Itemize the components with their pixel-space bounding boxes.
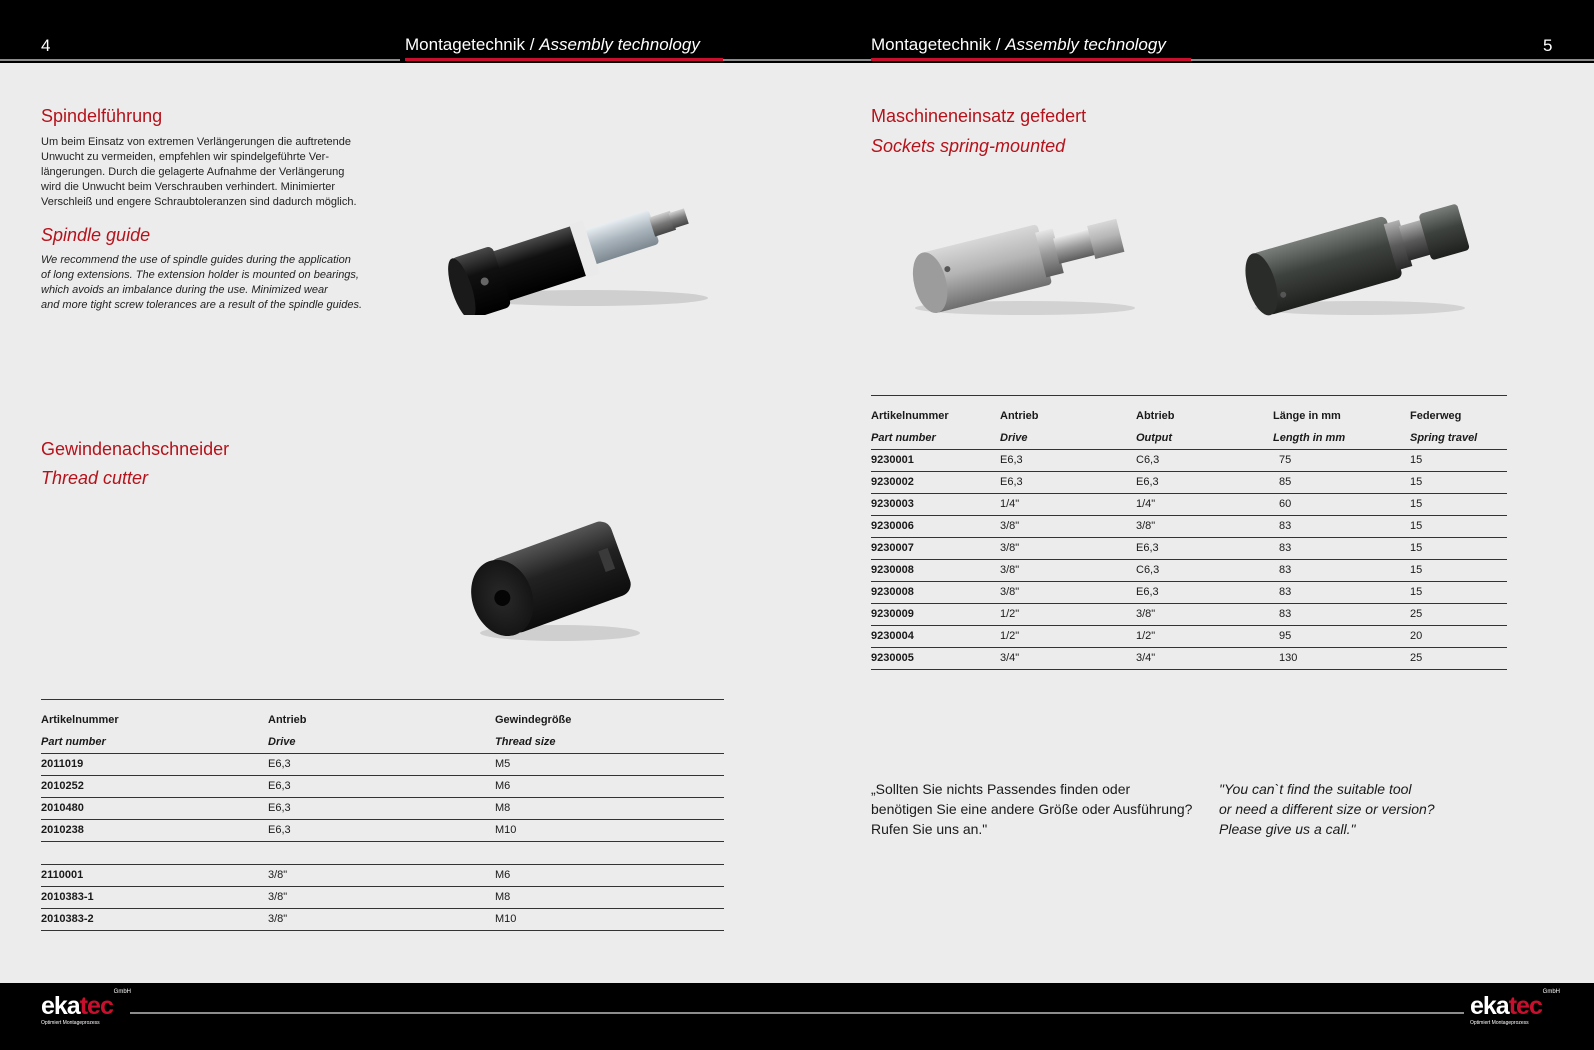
table-cell: Output bbox=[1136, 432, 1173, 444]
table-rule bbox=[871, 395, 1507, 396]
text-line: and more tight screw tolerances are a result of the spindle guides. bbox=[41, 299, 363, 311]
spindle-guide-image bbox=[438, 180, 738, 315]
table-row bbox=[41, 798, 724, 820]
table-cell: E6,3 bbox=[268, 758, 291, 770]
table-cell: Spring travel bbox=[1410, 432, 1478, 444]
table-cell: 2010383-2 bbox=[41, 913, 94, 925]
header-rule bbox=[0, 59, 400, 61]
header-title-en: Assembly technology bbox=[1005, 35, 1166, 54]
table-cell: Gewindegröße bbox=[495, 714, 572, 726]
table-cell: E6,3 bbox=[1000, 454, 1023, 466]
logo-tagline: Optimiert Montageprozess bbox=[1470, 1020, 1529, 1026]
text-line: Unwucht zu vermeiden, empfehlen wir spindelgeführte Ver- bbox=[41, 151, 329, 163]
table-row bbox=[41, 865, 724, 887]
table-cell: 9230002 bbox=[871, 476, 914, 488]
table-cell: 9230004 bbox=[871, 630, 914, 642]
table-cell: 9230006 bbox=[871, 520, 914, 532]
table-cell: 95 bbox=[1279, 630, 1292, 642]
text-line: Verschleiß und engere Schraubtoleranzen sind dadurch möglich. bbox=[41, 196, 357, 208]
header-title-en: Assembly technology bbox=[539, 35, 700, 54]
table-cell: 2110001 bbox=[41, 869, 84, 881]
header-title-de: Montagetechnik / bbox=[871, 35, 1001, 54]
table-cell: E6,3 bbox=[1136, 586, 1159, 598]
header-accent-rule bbox=[405, 58, 723, 61]
ekatec-logo-right bbox=[1470, 989, 1562, 1029]
table-cell: 83 bbox=[1279, 564, 1292, 576]
text-line: of long extensions. The extension holder is mounted on bearings, bbox=[41, 269, 359, 281]
logo-word-a: eka bbox=[41, 992, 80, 1020]
table-row bbox=[871, 494, 1507, 516]
logo-word-b: tec bbox=[1508, 992, 1542, 1020]
table-row bbox=[41, 776, 724, 798]
table-cell: E6,3 bbox=[1000, 476, 1023, 488]
table-cell: 3/8" bbox=[1136, 520, 1156, 532]
table-cell: M5 bbox=[495, 758, 511, 770]
table-cell: 83 bbox=[1279, 608, 1292, 620]
logo-word-b: tec bbox=[79, 992, 113, 1020]
table-row bbox=[871, 582, 1507, 604]
table-cell: 3/8" bbox=[1136, 608, 1156, 620]
table-row bbox=[871, 604, 1507, 626]
table-cell: Antrieb bbox=[1000, 410, 1039, 422]
table-cell: M10 bbox=[495, 913, 517, 925]
table-cell: Artikelnummer bbox=[41, 714, 119, 726]
table-cell: Length in mm bbox=[1273, 432, 1346, 444]
text-line: wird die Unwucht beim Verschrauben verhindert. Minimierter bbox=[41, 181, 336, 193]
table-cell: 15 bbox=[1410, 586, 1423, 598]
table-cell: 85 bbox=[1279, 476, 1292, 488]
table-cell: 25 bbox=[1410, 608, 1423, 620]
page-number-left: 4 bbox=[41, 36, 51, 55]
quote-en bbox=[1219, 779, 1435, 839]
table-cell: 3/8" bbox=[268, 913, 288, 925]
table-cell: Drive bbox=[1000, 432, 1028, 444]
table-cell: 2011019 bbox=[41, 758, 84, 770]
logo-word-a: eka bbox=[1470, 992, 1509, 1020]
table-row bbox=[871, 472, 1507, 494]
table-row bbox=[871, 450, 1507, 472]
table-row bbox=[41, 820, 724, 842]
table-cell: 3/8" bbox=[268, 891, 288, 903]
table-cell: 3/8" bbox=[1000, 520, 1020, 532]
table-header-row bbox=[871, 406, 1507, 428]
table-cell: Federweg bbox=[1410, 410, 1462, 422]
quote-de bbox=[871, 779, 1192, 839]
table-cell: C6,3 bbox=[1136, 564, 1160, 576]
header-bar bbox=[0, 0, 1594, 63]
spindle-title-en: Spindle guide bbox=[41, 225, 151, 245]
table-header-row bbox=[41, 732, 724, 754]
thread-cutter-image bbox=[455, 508, 665, 648]
spindle-title-de: Spindelführung bbox=[41, 106, 163, 126]
table-cell: 15 bbox=[1410, 476, 1423, 488]
table-cell: 9230005 bbox=[871, 652, 914, 664]
sockets-title-de: Maschineneinsatz gefedert bbox=[871, 106, 1087, 126]
table-cell: 15 bbox=[1410, 520, 1423, 532]
footer-rule bbox=[130, 1012, 1464, 1014]
spindle-text-en bbox=[41, 253, 362, 313]
table-cell: Part number bbox=[41, 736, 106, 748]
table-cell: 3/4" bbox=[1000, 652, 1020, 664]
table-cell: Antrieb bbox=[268, 714, 307, 726]
table-cell: E6,3 bbox=[268, 802, 291, 814]
table-cell: 1/2" bbox=[1000, 608, 1020, 620]
table-cell: 9230008 bbox=[871, 564, 914, 576]
thread-title-de: Gewindenachschneider bbox=[41, 439, 230, 459]
text-line: „Sollten Sie nichts Passendes finden oder bbox=[871, 781, 1131, 797]
table-cell: Länge in mm bbox=[1273, 410, 1341, 422]
header-title-left bbox=[405, 35, 700, 55]
spindle-text-de bbox=[41, 135, 357, 210]
table-cell: 15 bbox=[1410, 498, 1423, 510]
table-cell: 83 bbox=[1279, 542, 1292, 554]
sockets-title-en: Sockets spring-mounted bbox=[871, 136, 1066, 156]
table-cell: 1/2" bbox=[1136, 630, 1156, 642]
table-cell: M10 bbox=[495, 824, 517, 836]
header-rule bbox=[723, 59, 871, 61]
table-rule bbox=[41, 930, 724, 931]
text-line: Please give us a call." bbox=[1219, 821, 1356, 837]
table-cell: Abtrieb bbox=[1136, 410, 1175, 422]
table-cell: E6,3 bbox=[1136, 542, 1159, 554]
table-cell: 15 bbox=[1410, 564, 1423, 576]
table-cell: 1/4" bbox=[1000, 498, 1020, 510]
table-cell: 3/8" bbox=[1000, 542, 1020, 554]
table-cell: 25 bbox=[1410, 652, 1423, 664]
table-header-row bbox=[41, 710, 724, 732]
table-cell: 20 bbox=[1410, 630, 1423, 642]
text-line: or need a different size or version? bbox=[1219, 801, 1435, 817]
table-cell: 2010383-1 bbox=[41, 891, 94, 903]
table-cell: Part number bbox=[871, 432, 936, 444]
table-cell: 9230008 bbox=[871, 586, 914, 598]
header-rule bbox=[1191, 59, 1594, 61]
table-cell: Drive bbox=[268, 736, 296, 748]
table-cell: 15 bbox=[1410, 454, 1423, 466]
table-row bbox=[871, 626, 1507, 648]
table-cell: Thread size bbox=[495, 736, 556, 748]
logo-gmbh: GmbH bbox=[113, 989, 131, 995]
header-title-right bbox=[871, 35, 1166, 55]
text-line: Rufen Sie uns an." bbox=[871, 821, 988, 837]
table-cell: 9230009 bbox=[871, 608, 914, 620]
table-cell: Artikelnummer bbox=[871, 410, 949, 422]
table-row bbox=[871, 538, 1507, 560]
table-row bbox=[871, 648, 1507, 670]
table-cell: 9230007 bbox=[871, 542, 914, 554]
table-cell: 1/4" bbox=[1136, 498, 1156, 510]
table-cell: 9230003 bbox=[871, 498, 914, 510]
table-cell: C6,3 bbox=[1136, 454, 1160, 466]
table-row bbox=[41, 754, 724, 776]
table-row bbox=[41, 887, 724, 909]
table-cell: 83 bbox=[1279, 586, 1292, 598]
table-cell: E6,3 bbox=[268, 780, 291, 792]
table-cell: 75 bbox=[1279, 454, 1292, 466]
table-cell: 9230001 bbox=[871, 454, 914, 466]
socket-silver-image bbox=[895, 198, 1155, 323]
table-header-row bbox=[871, 428, 1507, 450]
page-number-right: 5 bbox=[1543, 36, 1553, 55]
table-rule bbox=[41, 841, 724, 842]
socket-black-image bbox=[1235, 192, 1485, 322]
table-cell: 3/8" bbox=[1000, 564, 1020, 576]
table-cell: 2010252 bbox=[41, 780, 84, 792]
table-cell: M6 bbox=[495, 780, 511, 792]
table-cell: 3/8" bbox=[268, 869, 288, 881]
text-line: längerungen. Durch die gelagerte Aufnahme der Verlängerung bbox=[41, 166, 345, 178]
table-cell: E6,3 bbox=[1136, 476, 1159, 488]
table-cell: 3/4" bbox=[1136, 652, 1156, 664]
header-title-de: Montagetechnik / bbox=[405, 35, 535, 54]
ekatec-logo-left bbox=[41, 989, 133, 1029]
text-line: which avoids an imbalance during the use. Minimized wear bbox=[41, 284, 328, 296]
table-cell: 15 bbox=[1410, 542, 1423, 554]
logo-tagline: Optimiert Montageprozess bbox=[41, 1020, 100, 1026]
table-cell: 2010238 bbox=[41, 824, 84, 836]
thread-title-en: Thread cutter bbox=[41, 468, 149, 488]
table-row bbox=[41, 909, 724, 931]
table-cell: M8 bbox=[495, 891, 511, 903]
table-cell: M6 bbox=[495, 869, 511, 881]
text-line: We recommend the use of spindle guides during the application bbox=[41, 254, 351, 266]
table-cell: 1/2" bbox=[1000, 630, 1020, 642]
table-rule bbox=[871, 669, 1507, 670]
text-line: Um beim Einsatz von extremen Verlängerungen die auftretende bbox=[41, 136, 352, 148]
table-row bbox=[871, 516, 1507, 538]
text-line: benötigen Sie eine andere Größe oder Ausführung? bbox=[871, 801, 1193, 817]
text-line: "You can`t find the suitable tool bbox=[1219, 781, 1412, 797]
table-rule bbox=[41, 699, 724, 700]
table-cell: 60 bbox=[1279, 498, 1292, 510]
table-cell: E6,3 bbox=[268, 824, 291, 836]
table-cell: 83 bbox=[1279, 520, 1292, 532]
table-row bbox=[871, 560, 1507, 582]
logo-gmbh: GmbH bbox=[1542, 989, 1560, 995]
table-cell: 3/8" bbox=[1000, 586, 1020, 598]
table-cell: M8 bbox=[495, 802, 511, 814]
table-cell: 2010480 bbox=[41, 802, 84, 814]
table-cell: 130 bbox=[1279, 652, 1298, 664]
footer-bar bbox=[0, 983, 1594, 1050]
header-accent-rule bbox=[871, 58, 1191, 61]
